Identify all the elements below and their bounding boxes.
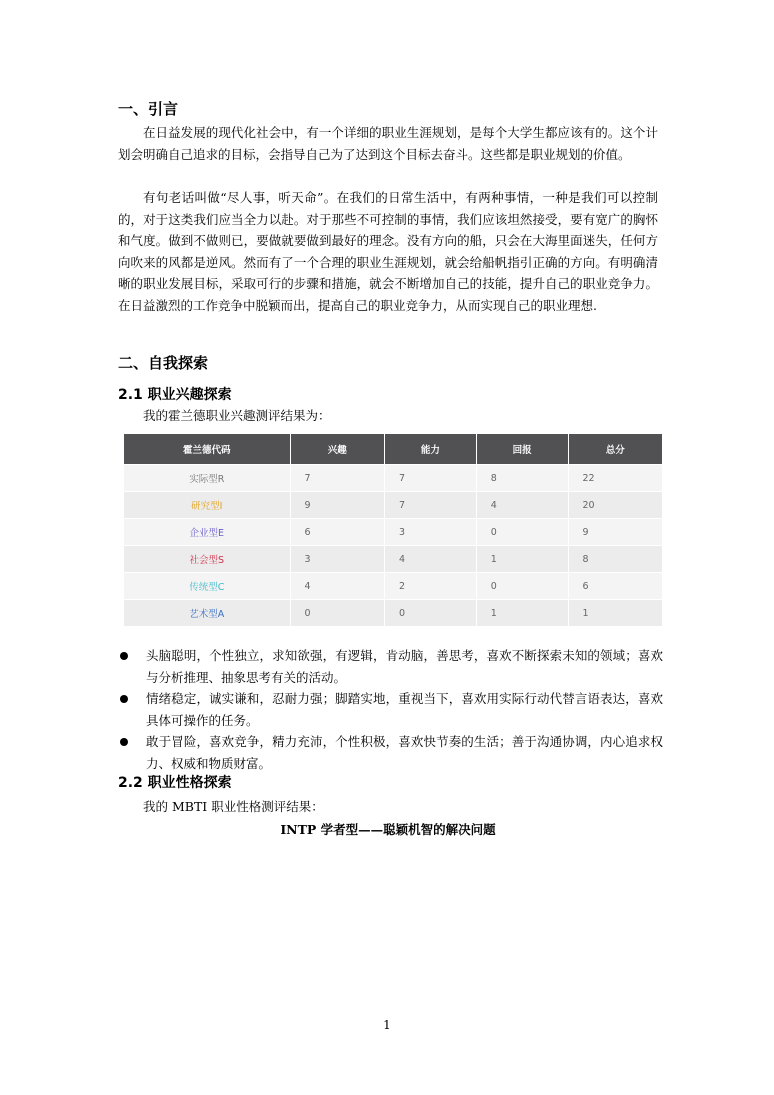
list-item <box>118 731 663 774</box>
paragraph-1: 在日益发展的现代化社会中，有一个详细的职业生涯规划，是每个大学生都应该有的。这个计划会明确自己追求的目标，会指导自己为了达到这个目标去奋斗。这些都是职业规划的价值。 <box>118 125 658 162</box>
holland-type-cell: 企业型E <box>124 519 290 545</box>
table-row <box>124 519 662 545</box>
total-cell: 6 <box>569 573 662 599</box>
table-row <box>124 573 662 599</box>
ability-cell: 3 <box>385 519 476 545</box>
holland-type-cell: 传统型C <box>124 573 290 599</box>
header-code: 霍兰德代码 <box>124 434 290 464</box>
table-row <box>124 492 662 518</box>
table-row <box>124 546 662 572</box>
holland-type-cell: 研究型I <box>124 492 290 518</box>
mbti-intro: 我的 MBTI 职业性格测评结果： <box>143 799 324 814</box>
ability-cell: 7 <box>385 465 476 491</box>
section-heading-intro: 一、引言 <box>118 100 179 118</box>
page-number: 1 <box>383 1018 391 1032</box>
table-row <box>124 465 662 491</box>
total-cell: 1 <box>569 600 662 626</box>
mbti-result: INTP 学者型——聪颖机智的解决问题 <box>280 822 496 837</box>
ability-cell: 4 <box>385 546 476 572</box>
total-cell: 22 <box>569 465 662 491</box>
header-reward: 回报 <box>477 434 568 464</box>
ability-cell: 2 <box>385 573 476 599</box>
bullet-icon <box>120 652 128 660</box>
section-heading-self-exploration: 二、自我探索 <box>118 354 209 372</box>
list-item <box>118 688 663 731</box>
bullet-icon <box>120 695 128 703</box>
total-cell: 20 <box>569 492 662 518</box>
ability-cell: 0 <box>385 600 476 626</box>
reward-cell: 0 <box>477 519 568 545</box>
interest-cell: 0 <box>291 600 384 626</box>
total-cell: 9 <box>569 519 662 545</box>
holland-table <box>123 433 663 627</box>
paragraph-2: 有句老话叫做“尽人事，听天命”。在我们的日常生活中，有两种事情，一种是我们可以控制的，对于这类我们应当全力以赴。对于那些不可控制的事情，我们应该坦然接受，要有宽广的胸怀和气度。做到不做则已，要做就要做到最好的理念。没有方向的船，只会在大海里面迷失，任何方向吹来的风都是逆风。然而有了一个合理的职业生涯规划，就会给船帆指引正确的方向。有明确清晰的职业发展目标，采取可行的步骤和措施，就会不断增加自己的技能，提升自己的职业竞争力。在日益激烈的工作竞争中脱颖而出，提高自己的职业竞争力，从而实现自己的职业理想. <box>118 190 658 313</box>
list-item-text: 情绪稳定，诚实谦和，忍耐力强；脚踏实地，重视当下，喜欢用实际行动代替言语表达，喜欢具体可操作的任务。 <box>146 691 663 728</box>
reward-cell: 1 <box>477 546 568 572</box>
subsection-heading-personality: 2.2 职业性格探索 <box>118 775 232 791</box>
interest-cell: 3 <box>291 546 384 572</box>
ability-cell: 7 <box>385 492 476 518</box>
header-total: 总分 <box>569 434 662 464</box>
table-row <box>124 600 662 626</box>
interest-cell: 6 <box>291 519 384 545</box>
subsection-heading-interest: 2.1 职业兴趣探索 <box>118 387 232 403</box>
header-ability: 能力 <box>385 434 476 464</box>
header-interest: 兴趣 <box>291 434 384 464</box>
list-item-text: 敢于冒险，喜欢竞争，精力充沛，个性积极，喜欢快节奏的生活；善于沟通协调，内心追求权力、权威和物质财富。 <box>146 734 663 771</box>
total-cell: 8 <box>569 546 662 572</box>
interest-cell: 9 <box>291 492 384 518</box>
interest-cell: 7 <box>291 465 384 491</box>
reward-cell: 8 <box>477 465 568 491</box>
reward-cell: 0 <box>477 573 568 599</box>
holland-type-cell: 实际型R <box>124 465 290 491</box>
holland-intro: 我的霍兰德职业兴趣测评结果为： <box>143 408 331 423</box>
holland-type-cell: 艺术型A <box>124 600 290 626</box>
reward-cell: 1 <box>477 600 568 626</box>
reward-cell: 4 <box>477 492 568 518</box>
interest-cell: 4 <box>291 573 384 599</box>
list-item <box>118 645 663 688</box>
list-item-text: 头脑聪明，个性独立，求知欲强，有逻辑，肯动脑，善思考，喜欢不断探索未知的领域；喜欢与分析推理、抽象思考有关的活动。 <box>146 648 663 685</box>
bullet-icon <box>120 738 128 746</box>
trait-list <box>118 645 663 774</box>
table-header-row <box>124 434 662 464</box>
holland-type-cell: 社会型S <box>124 546 290 572</box>
